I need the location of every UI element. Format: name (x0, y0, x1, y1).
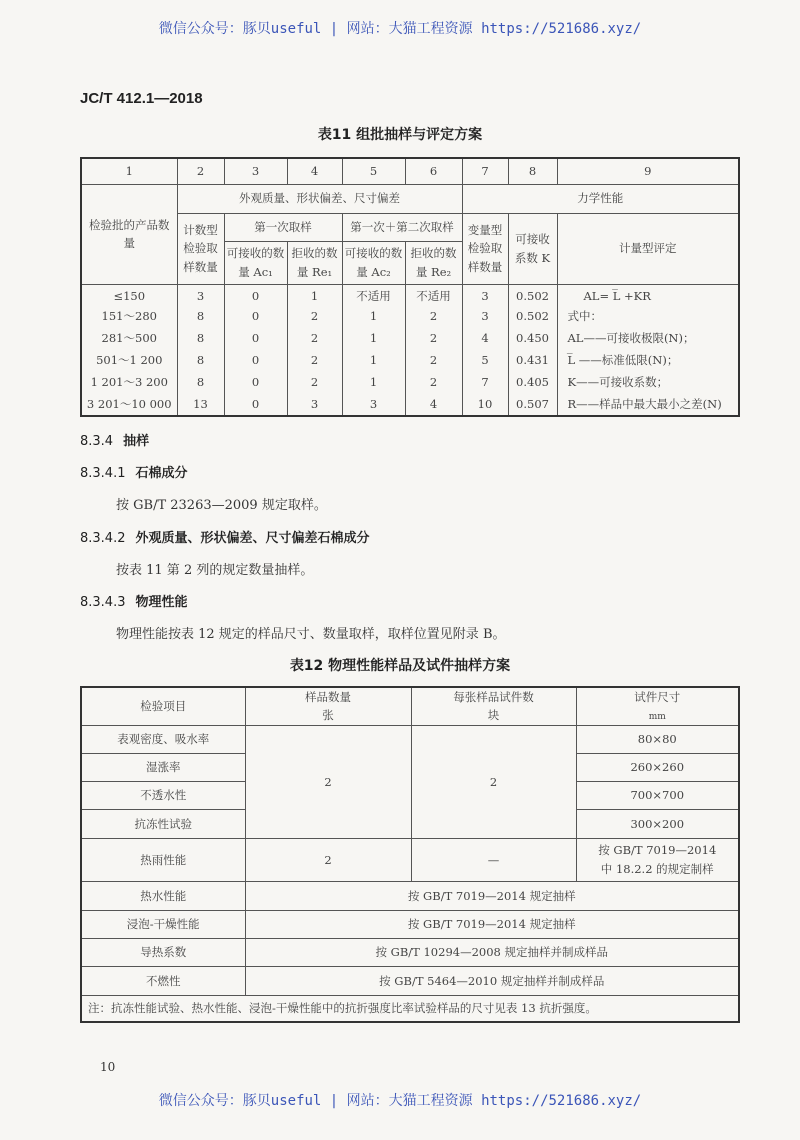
cell: 8 (177, 372, 224, 394)
header-per (411, 687, 576, 725)
item-name: 湿涨率 (81, 753, 245, 781)
page-number: 10 (100, 1060, 116, 1074)
header-qty (245, 687, 411, 725)
cell: 3 (287, 394, 342, 416)
item-name: 抗冻性试验 (81, 809, 245, 838)
merged-rule: 按 GB/T 5464—2010 规定抽样并制成样品 (245, 966, 739, 995)
table-row (81, 284, 739, 306)
cell: 8 (177, 350, 224, 372)
cell: 3 (462, 284, 508, 306)
header-count-sample: 计数型检验取样数量 (177, 213, 224, 284)
cell: 不适用 (405, 284, 462, 306)
header-variable-sample: 变量型检验取样数量 (462, 213, 508, 284)
cell: K——可接收系数； (557, 372, 739, 394)
cell: 1 (342, 350, 405, 372)
cell: 501～1 200 (81, 350, 177, 372)
header-k: 可接收系数 K (508, 213, 557, 284)
size: 260×260 (576, 753, 739, 781)
header-mechanical-group: 力学性能 (462, 184, 739, 213)
standard-number: JC/T 412.1—2018 (80, 90, 203, 107)
header-lot-size: 检验批的产品数量 (81, 184, 177, 284)
cell: 2 (405, 372, 462, 394)
cell: 7 (462, 372, 508, 394)
cell: 0.431 (508, 350, 557, 372)
cell: 2 (405, 328, 462, 350)
cell: 0 (224, 306, 287, 328)
section-heading (80, 527, 370, 546)
cell: 4 (462, 328, 508, 350)
col-number: 8 (508, 158, 557, 184)
cell: 8 (177, 328, 224, 350)
item-name: 导热系数 (81, 938, 245, 966)
header-re1: 拒收的数量 Re₁ (287, 241, 342, 284)
paragraph: 按表 11 第 2 列的规定数量抽样。 (116, 563, 314, 578)
cell: 8 (177, 306, 224, 328)
size: 300×200 (576, 809, 739, 838)
cell: 1 (342, 372, 405, 394)
cell: 0.502 (508, 306, 557, 328)
cell: 1 (342, 328, 405, 350)
section-number: 8.3.4.1 (80, 466, 126, 481)
col-number: 6 (405, 158, 462, 184)
cell: 3 (342, 394, 405, 416)
cell: 2 (287, 328, 342, 350)
cell: L̅ ——标准低限(N)； (557, 350, 739, 372)
cell: 0.502 (508, 284, 557, 306)
cell: 13 (177, 394, 224, 416)
cell: AL= L̅ +KR (557, 284, 739, 306)
watermark-top: 微信公众号：豚贝useful | 网站：大猫工程资源 https://521686.xyz/ (158, 21, 642, 37)
paragraph: 物理性能按表 12 规定的样品尺寸、数量取样，取样位置见附录 B。 (116, 627, 506, 642)
header-qty-label: 样品数量 (305, 690, 351, 704)
cell: 1 (342, 306, 405, 328)
section-heading (80, 462, 188, 481)
cell: 式中： (557, 306, 739, 328)
qty-group: 2 (245, 725, 411, 838)
cell: 3 201～10 000 (81, 394, 177, 416)
section-title: 物理性能 (135, 595, 188, 610)
cell: 0 (224, 372, 287, 394)
section-heading (80, 591, 188, 610)
cell: AL——可接收极限(N)； (557, 328, 739, 350)
rain-per: — (411, 838, 576, 881)
cell: 0.507 (508, 394, 557, 416)
merged-rule: 按 GB/T 7019—2014 规定抽样 (245, 910, 739, 938)
table11 (80, 157, 740, 417)
cell: 0.405 (508, 372, 557, 394)
item-name: 表观密度、吸水率 (81, 725, 245, 753)
item-name: 浸泡-干燥性能 (81, 910, 245, 938)
cell: 0 (224, 350, 287, 372)
header-size (576, 687, 739, 725)
section-number: 8.3.4 (80, 434, 114, 449)
col-number: 9 (557, 158, 739, 184)
cell: 0 (224, 328, 287, 350)
header-first-sampling: 第一次取样 (224, 213, 342, 241)
section-heading (80, 430, 149, 449)
col-number: 3 (224, 158, 287, 184)
header-size-unit: mm (648, 712, 666, 723)
item-name: 热水性能 (81, 881, 245, 910)
col-number: 5 (342, 158, 405, 184)
cell: 2 (405, 350, 462, 372)
section-title: 石棉成分 (135, 466, 188, 481)
header-per-label: 每张样品试件数 (453, 690, 534, 704)
rain-size: 按 GB/T 7019—2014 中 18.2.2 的规定制样 (576, 838, 739, 881)
table12 (80, 686, 740, 1023)
cell: 2 (287, 306, 342, 328)
watermark-bottom: 微信公众号：豚贝useful | 网站：大猫工程资源 https://521686.xyz/ (158, 1093, 642, 1109)
table-row (81, 306, 739, 328)
cell: 0 (224, 284, 287, 306)
cell: 不适用 (342, 284, 405, 306)
table-row (81, 394, 739, 416)
header-item: 检验项目 (81, 687, 245, 725)
item-name: 不透水性 (81, 781, 245, 809)
cell: R——样品中最大最小之差(N) (557, 394, 739, 416)
cell: 2 (287, 350, 342, 372)
table-row (81, 328, 739, 350)
col-number: 4 (287, 158, 342, 184)
header-qty-unit: 张 (322, 708, 334, 723)
size: 700×700 (576, 781, 739, 809)
table11-title: 表11 组批抽样与评定方案 (317, 127, 483, 143)
cell: 0 (224, 394, 287, 416)
header-ac1: 可接收的数量 Ac₁ (224, 241, 287, 284)
section-title: 抽样 (123, 434, 150, 449)
cell: 1 (287, 284, 342, 306)
cell: 4 (405, 394, 462, 416)
cell: 1 201～3 200 (81, 372, 177, 394)
section-number: 8.3.4.2 (80, 531, 126, 546)
paragraph: 按 GB/T 23263—2009 规定取样。 (116, 498, 327, 513)
cell: 151～280 (81, 306, 177, 328)
table-row (81, 350, 739, 372)
table-note: 注：抗冻性能试验、热水性能、浸泡-干燥性能中的抗折强度比率试验样品的尺寸见表 13 抗折强度。 (81, 995, 739, 1022)
size: 80×80 (576, 725, 739, 753)
cell: 3 (462, 306, 508, 328)
merged-rule: 按 GB/T 10294—2008 规定抽样并制成样品 (245, 938, 739, 966)
table12-title: 表12 物理性能样品及试件抽样方案 (289, 658, 511, 674)
header-ac2: 可接收的数量 Ac₂ (342, 241, 405, 284)
cell: 10 (462, 394, 508, 416)
col-number: 7 (462, 158, 508, 184)
cell: ≤150 (81, 284, 177, 306)
header-appearance-group: 外观质量、形状偏差、尺寸偏差 (177, 184, 462, 213)
section-title: 外观质量、形状偏差、尺寸偏差石棉成分 (135, 531, 370, 546)
rain-qty: 2 (245, 838, 411, 881)
col-number: 2 (177, 158, 224, 184)
cell: 2 (405, 306, 462, 328)
cell: 3 (177, 284, 224, 306)
header-evaluation: 计量型评定 (557, 213, 739, 284)
header-second-sampling: 第一次＋第二次取样 (342, 213, 462, 241)
cell: 5 (462, 350, 508, 372)
cell: 2 (287, 372, 342, 394)
item-name: 不燃性 (81, 966, 245, 995)
merged-rule: 按 GB/T 7019—2014 规定抽样 (245, 881, 739, 910)
cell: 281～500 (81, 328, 177, 350)
header-per-unit: 块 (487, 708, 500, 723)
item-name: 热雨性能 (81, 838, 245, 881)
header-size-label: 试件尺寸 (634, 690, 681, 704)
section-number: 8.3.4.3 (80, 595, 126, 610)
table-row (81, 372, 739, 394)
cell: 0.450 (508, 328, 557, 350)
col-number: 1 (81, 158, 177, 184)
header-re2: 拒收的数量 Re₂ (405, 241, 462, 284)
per-group: 2 (411, 725, 576, 838)
